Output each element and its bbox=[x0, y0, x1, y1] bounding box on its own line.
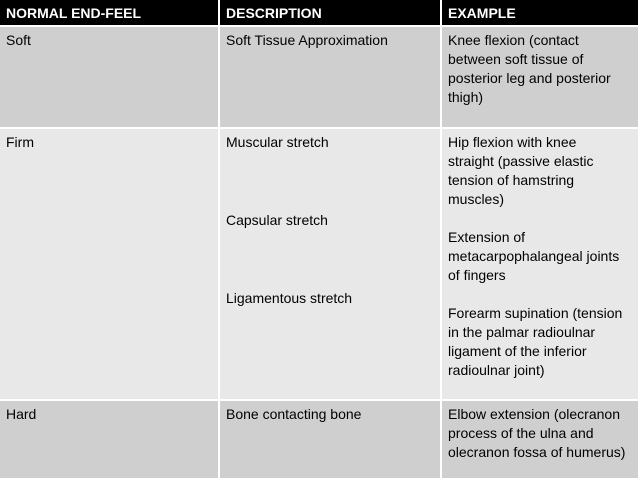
example-block bbox=[448, 228, 636, 285]
header-example: EXAMPLE bbox=[442, 0, 638, 27]
example-line: Elbow extension (olecranon bbox=[448, 406, 620, 422]
hard-description-cell bbox=[220, 401, 440, 478]
example-line: straight (passive elastic bbox=[448, 153, 594, 169]
example-line: Forearm supination (tension bbox=[448, 305, 623, 321]
soft-description-cell bbox=[220, 27, 440, 129]
hard-end-feel-cell bbox=[0, 401, 218, 478]
description-text: Capsular stretch bbox=[226, 212, 328, 228]
example-line: in the palmar radioulnar bbox=[448, 324, 596, 340]
example-line: posterior leg and posterior bbox=[448, 70, 611, 86]
example-line: process of the ulna and bbox=[448, 425, 594, 441]
example-line: Hip flexion with knee bbox=[448, 134, 577, 150]
description-text: Soft Tissue Approximation bbox=[226, 32, 388, 48]
header-normal-end-feel: NORMAL END-FEEL bbox=[0, 0, 218, 27]
description-text: Ligamentous stretch bbox=[226, 290, 353, 306]
example-line: of fingers bbox=[448, 267, 506, 283]
example-line: olecranon fossa of humerus) bbox=[448, 444, 626, 460]
example-line: tension of hamstring bbox=[448, 172, 575, 188]
end-feel-label: Hard bbox=[6, 406, 37, 422]
example-line: Knee flexion (contact bbox=[448, 32, 579, 48]
example-line: thigh) bbox=[448, 89, 484, 105]
example-line: Extension of bbox=[448, 229, 526, 245]
soft-end-feel-cell bbox=[0, 27, 218, 129]
soft-example-cell bbox=[442, 27, 638, 129]
header-description: DESCRIPTION bbox=[220, 0, 440, 27]
description-text: Bone contacting bone bbox=[226, 406, 362, 422]
example-line: between soft tissue of bbox=[448, 51, 584, 67]
hard-example-cell bbox=[442, 401, 638, 478]
end-feel-label: Soft bbox=[6, 32, 31, 48]
example-line: ligament of the inferior bbox=[448, 343, 587, 359]
firm-description-cell bbox=[220, 129, 440, 401]
end-feel-label: Firm bbox=[6, 134, 34, 150]
firm-example-cell bbox=[442, 129, 638, 401]
example-block bbox=[448, 304, 636, 380]
description-text: Muscular stretch bbox=[226, 134, 329, 150]
firm-end-feel-cell bbox=[0, 129, 218, 401]
example-line: radioulnar joint) bbox=[448, 362, 545, 378]
example-block bbox=[448, 133, 636, 209]
example-line: metacarpophalangeal joints bbox=[448, 248, 620, 264]
example-line: muscles) bbox=[448, 191, 505, 207]
